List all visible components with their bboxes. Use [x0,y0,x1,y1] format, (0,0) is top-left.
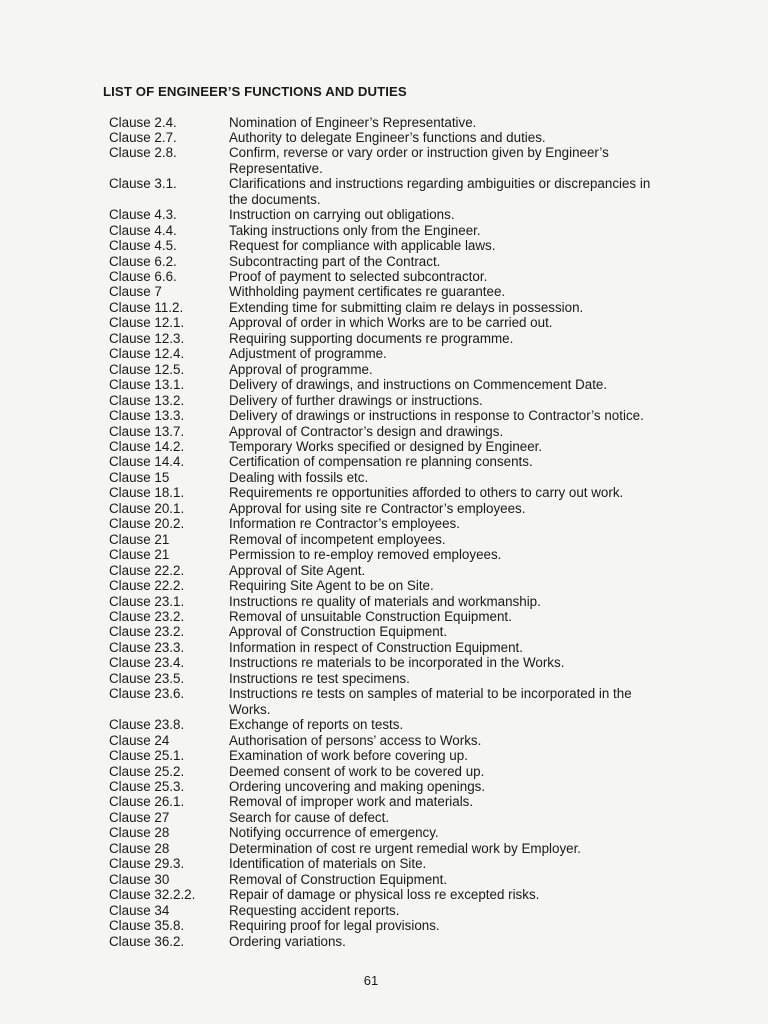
clause-description [229,532,689,547]
clause-description [229,655,689,670]
clause-number: Clause 23.5. [109,670,185,686]
clause-description [229,764,689,779]
clause-description [229,733,689,748]
description-line: Nomination of Engineer’s Representative. [229,114,477,130]
page-number: 61 [363,973,379,988]
clause-description [229,609,689,624]
description-line: Confirm, reverse or vary order or instruction given by Engineer’s [229,145,609,161]
clause-number: Clause 23.2. [109,609,185,624]
clause-description [229,887,689,902]
clause-description [229,331,689,346]
clause-number: Clause 23.2. [109,624,185,640]
list-item [0,825,768,840]
clause-number: Clause 25.3. [109,778,185,794]
description-line: Delivery of further drawings or instructions. [229,392,483,408]
description-line: Instructions re tests on samples of material to be incorporated in the [229,686,632,702]
clause-description [229,918,689,933]
description-line: Ordering uncovering and making openings. [229,778,486,794]
description-line: Temporary Works specified or designed by Engineer. [229,439,543,455]
list-item [0,485,768,500]
list-item [0,655,768,670]
description-line: Proof of payment to selected subcontractor. [229,269,488,285]
clause-description [229,254,689,269]
page-title: LIST OF ENGINEER’S FUNCTIONS AND DUTIES [103,84,407,99]
description-line: Instruction on carrying out obligations. [229,207,455,223]
clause-description [229,145,689,176]
list-item [0,733,768,748]
list-item [0,794,768,809]
list-item [0,516,768,531]
description-line: Subcontracting part of the Contract. [229,253,441,269]
clause-description [229,485,689,500]
description-line: Examination of work before covering up. [229,748,468,764]
list-item [0,887,768,902]
clause-description [229,794,689,809]
list-item [0,547,768,562]
clause-description [229,223,689,238]
description-line: Delivery of drawings, and instructions on Commencement Date. [229,377,608,393]
clause-number: Clause 32.2.2. [109,887,196,903]
description-line: Approval of Contractor’s design and drawings. [229,423,504,439]
clause-description [229,470,689,485]
list-item [0,362,768,377]
description-line: Removal of incompetent employees. [229,531,446,547]
list-item [0,686,768,717]
list-item [0,764,768,779]
clause-description [229,393,689,408]
list-item [0,532,768,547]
description-line: Search for cause of defect. [229,809,390,825]
description-line: Removal of Construction Equipment. [229,871,448,887]
list-item [0,346,768,361]
description-line: Information re Contractor’s employees. [229,516,460,532]
clause-description [229,594,689,609]
clause-description [229,717,689,732]
list-item [0,408,768,423]
clause-number: Clause 13.7. [109,423,185,439]
list-item [0,331,768,346]
description-line: Dealing with fossils etc. [229,469,369,485]
clause-description [229,346,689,361]
list-item [0,115,768,130]
description-line: Exchange of reports on tests. [229,717,404,733]
clause-number: Clause 35.8. [109,918,185,934]
description-line: Requirements re opportunities afforded to others to carry out work. [229,485,624,501]
description-line: Approval of order in which Works are to be carried out. [229,315,553,331]
list-item [0,439,768,454]
description-line: Instructions re materials to be incorporated in the Works. [229,655,565,671]
list-item [0,300,768,315]
clause-number: Clause 2.7. [109,129,177,145]
clause-number: Clause 11.2. [109,299,184,315]
clause-number: Clause 12.1. [109,315,185,331]
list-item [0,841,768,856]
list-item [0,934,768,949]
clause-description [229,624,689,639]
clause-description [229,238,689,253]
list-item [0,609,768,624]
clause-number: Clause 18.1. [109,485,185,501]
clause-description [229,408,689,423]
list-item [0,315,768,330]
clause-number: Clause 7 [109,284,162,300]
clause-number: Clause 6.6. [109,269,177,285]
description-line: Requiring supporting documents re programme. [229,330,514,346]
clause-number: Clause 30 [109,871,170,887]
clause-description [229,748,689,763]
clause-description [229,439,689,454]
clause-number: Clause 14.4. [109,454,185,470]
clause-number: Clause 23.1. [109,593,185,609]
list-item [0,624,768,639]
clause-description [229,207,689,222]
clause-number: Clause 24 [109,732,170,748]
description-line: Deemed consent of work to be covered up. [229,763,485,779]
clause-description [229,578,689,593]
list-item [0,810,768,825]
clause-number: Clause 29.3. [109,856,185,872]
clause-description [229,903,689,918]
description-line: Withholding payment certificates re guarantee. [229,284,506,300]
clause-number: Clause 27 [109,809,170,825]
list-item [0,238,768,253]
clause-number: Clause 34 [109,902,170,918]
clause-description [229,377,689,392]
description-line: Approval of Site Agent. [229,562,366,578]
clause-number: Clause 4.5. [109,238,177,254]
description-line: Certification of compensation re planning consents. [229,454,533,470]
clause-description [229,454,689,469]
list-item [0,872,768,887]
description-line: Approval for using site re Contractor’s employees. [229,500,526,516]
clause-description [229,856,689,871]
clause-description [229,547,689,562]
clause-list [0,115,768,949]
description-line: Requiring proof for legal provisions. [229,918,440,934]
description-line: Adjustment of programme. [229,346,387,362]
list-item [0,563,768,578]
description-line: Permission to re-employ removed employees. [229,547,502,563]
clause-number: Clause 2.4. [109,114,177,130]
list-item [0,856,768,871]
list-item [0,640,768,655]
clause-number: Clause 25.2. [109,763,185,779]
clause-description [229,115,689,130]
clause-description [229,130,689,145]
description-line: Authority to delegate Engineer’s functions and duties. [229,129,546,145]
clause-number: Clause 4.3. [109,207,177,223]
clause-description [229,563,689,578]
list-item [0,454,768,469]
clause-number: Clause 3.1. [109,176,177,192]
clause-number: Clause 28 [109,840,170,856]
clause-number: Clause 22.2. [109,562,185,578]
description-line: Requesting accident reports. [229,902,400,918]
list-item [0,176,768,207]
description-line: Information in respect of Construction Equipment. [229,639,523,655]
clause-description [229,501,689,516]
clause-number: Clause 28 [109,825,170,841]
description-line: Approval of programme. [229,361,373,377]
description-line: Request for compliance with applicable laws. [229,238,496,254]
clause-number: Clause 20.1. [109,500,185,516]
list-item [0,145,768,176]
description-line: Repair of damage or physical loss re excepted risks. [229,887,540,903]
clause-description [229,779,689,794]
list-item [0,671,768,686]
clause-number: Clause 13.3. [109,408,185,424]
clause-description [229,362,689,377]
clause-description [229,516,689,531]
clause-description [229,686,689,717]
clause-number: Clause 26.1. [109,794,185,810]
clause-number: Clause 13.1. [109,377,185,393]
list-item [0,207,768,222]
list-item [0,284,768,299]
list-item [0,254,768,269]
list-item [0,717,768,732]
clause-description [229,825,689,840]
clause-number: Clause 23.4. [109,655,185,671]
list-item [0,918,768,933]
description-line: Approval of Construction Equipment. [229,624,448,640]
list-item [0,377,768,392]
list-item [0,748,768,763]
list-item [0,501,768,516]
clause-description [229,872,689,887]
clause-number: Clause 23.6. [109,686,185,702]
list-item [0,578,768,593]
clause-number: Clause 6.2. [109,253,177,269]
clause-number: Clause 20.2. [109,516,185,532]
clause-number: Clause 25.1. [109,748,185,764]
clause-description [229,269,689,284]
clause-description [229,934,689,949]
clause-number: Clause 21 [109,547,170,563]
list-item [0,424,768,439]
description-line: Removal of improper work and materials. [229,794,474,810]
clause-number: Clause 15 [109,469,170,485]
description-line: Representative. [229,160,323,176]
description-line: Instructions re quality of materials and workmanship. [229,593,541,609]
clause-number: Clause 2.8. [109,145,177,161]
description-line: Authorisation of persons’ access to Works. [229,732,482,748]
clause-number: Clause 12.3. [109,330,185,346]
clause-description [229,841,689,856]
list-item [0,470,768,485]
list-item [0,269,768,284]
clause-number: Clause 14.2. [109,439,185,455]
description-line: Requiring Site Agent to be on Site. [229,578,434,594]
description-line: the documents. [229,191,321,207]
description-line: Works. [229,701,271,717]
description-line: Delivery of drawings or instructions in response to Contractor’s notice. [229,408,644,424]
description-line: Ordering variations. [229,933,346,949]
clause-description [229,176,689,207]
clause-number: Clause 23.8. [109,717,185,733]
list-item [0,130,768,145]
clause-description [229,640,689,655]
description-line: Extending time for submitting claim re delays in possession. [229,299,584,315]
list-item [0,779,768,794]
list-item [0,393,768,408]
list-item [0,223,768,238]
clause-number: Clause 21 [109,531,170,547]
description-line: Removal of unsuitable Construction Equipment. [229,609,512,624]
clause-number: Clause 13.2. [109,392,185,408]
description-line: Notifying occurrence of emergency. [229,825,439,841]
description-line: Determination of cost re urgent remedial work by Employer. [229,840,582,856]
description-line: Taking instructions only from the Engineer. [229,222,481,238]
clause-number: Clause 4.4. [109,222,177,238]
clause-description [229,284,689,299]
clause-description [229,671,689,686]
clause-description [229,424,689,439]
clause-number: Clause 23.3. [109,639,185,655]
clause-number: Clause 36.2. [109,933,185,949]
list-item [0,903,768,918]
list-item [0,594,768,609]
description-line: Identification of materials on Site. [229,856,427,872]
description-line: Instructions re test specimens. [229,670,410,686]
clause-number: Clause 12.4. [109,346,185,362]
clause-description [229,810,689,825]
clause-number: Clause 12.5. [109,361,185,377]
clause-description [229,300,689,315]
clause-number: Clause 22.2. [109,578,185,594]
clause-description [229,315,689,330]
description-line: Clarifications and instructions regarding ambiguities or discrepancies in [229,176,651,192]
